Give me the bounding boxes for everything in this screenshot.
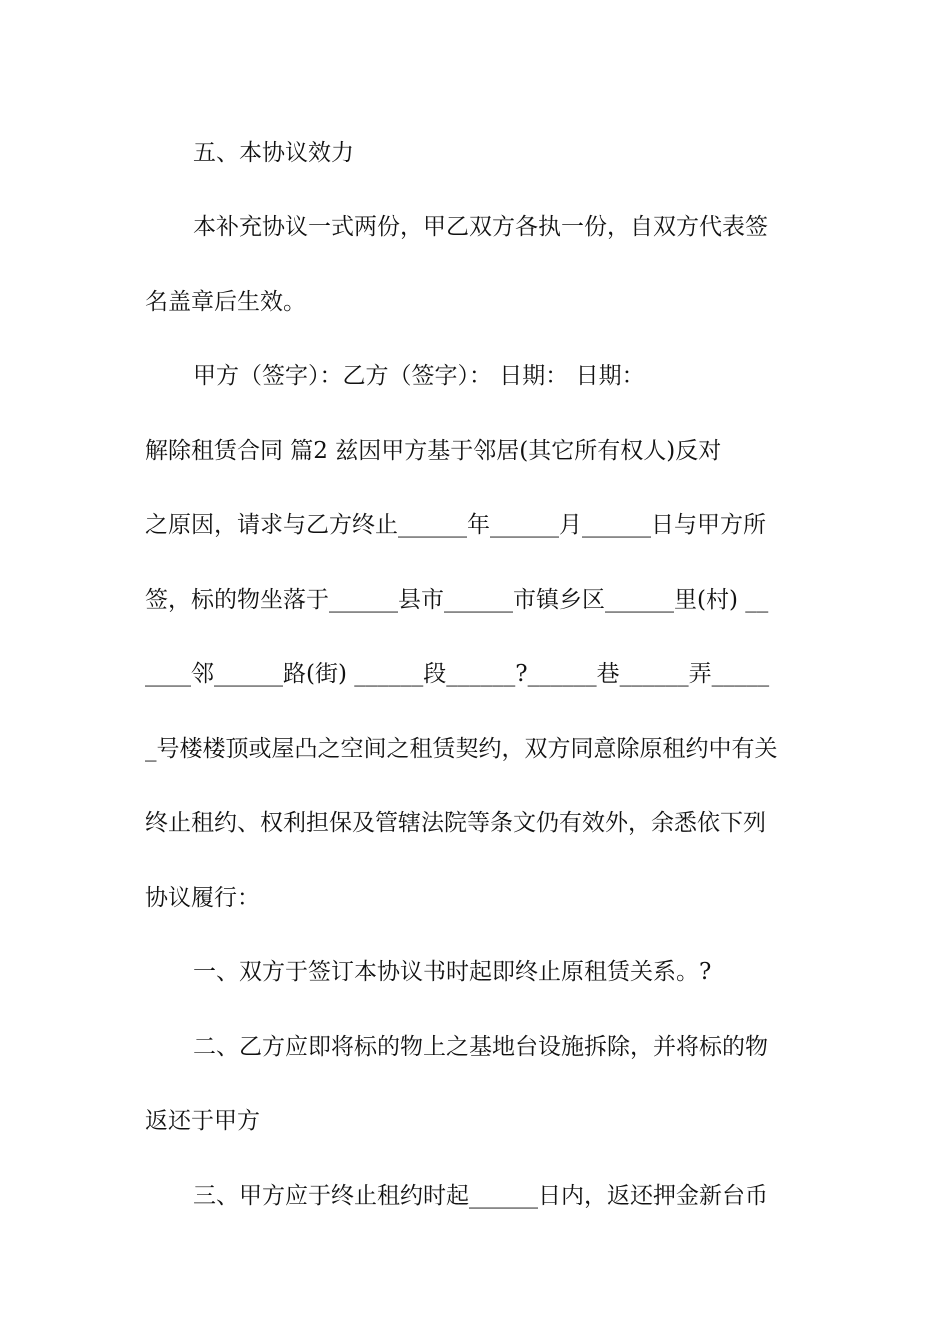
paragraph-line: 名盖章后生效。	[145, 289, 306, 315]
paragraph-line: 终止租约、权利担保及管辖法院等条文仍有效外，余悉依下列	[145, 810, 766, 836]
paragraph-line: 之原因，请求与乙方终止______年______月______日与甲方所	[145, 512, 766, 538]
paragraph-line: 解除租赁合同 篇2 兹因甲方基于邻居(其它所有权人)反对	[145, 438, 722, 464]
section-heading: 五、本协议效力	[193, 140, 354, 166]
paragraph-line: _号楼楼顶或屋凸之空间之租赁契约，双方同意除原租约中有关	[145, 736, 778, 762]
paragraph-line: 签，标的物坐落于______县市______市镇乡区______里(村) __	[145, 587, 769, 613]
clause-line: 三、甲方应于终止租约时起______日内，返还押金新台币	[193, 1183, 768, 1209]
signature-line: 甲方（签字）：乙方（签字）： 日期： 日期：	[193, 363, 645, 389]
paragraph-line: 本补充协议一式两份，甲乙双方各执一份，自双方代表签	[193, 214, 768, 240]
paragraph-line: ____邻______路(街) ______段______?______巷______弄_____	[145, 661, 770, 687]
paragraph-line: 返还于甲方	[145, 1108, 260, 1134]
clause-line: 一、双方于签订本协议书时起即终止原租赁关系。?	[193, 959, 712, 985]
clause-line: 二、乙方应即将标的物上之基地台设施拆除，并将标的物	[193, 1034, 768, 1060]
paragraph-line: 协议履行：	[145, 885, 260, 911]
